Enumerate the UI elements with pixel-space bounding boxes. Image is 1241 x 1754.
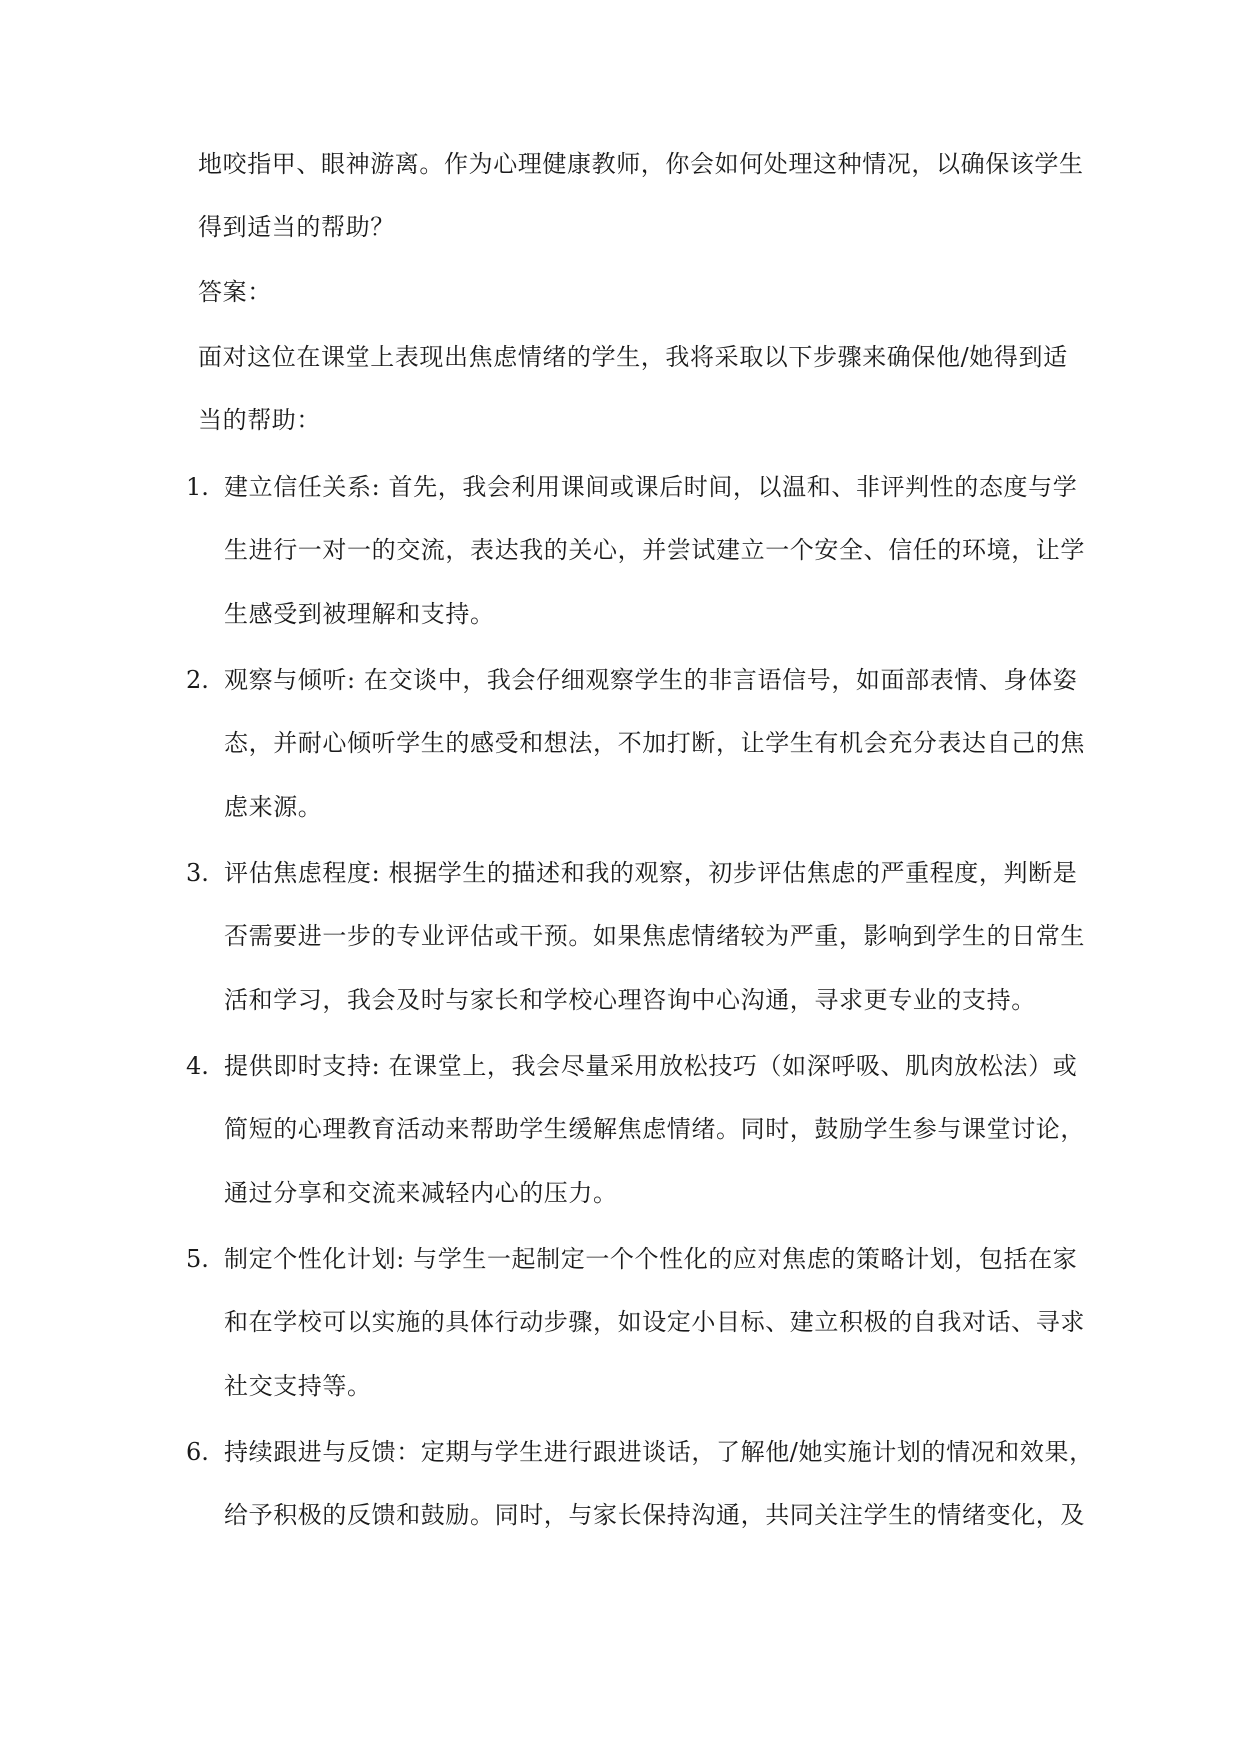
intro-line-2: 得到适当的帮助？ <box>198 213 395 241</box>
step-6-number: 6. <box>186 1438 209 1466</box>
answer-intro-line-2: 当的帮助： <box>198 406 321 434</box>
step-4-number: 4. <box>186 1052 209 1080</box>
step-4-line-1: 提供即时支持: 在课堂上，我会尽量采用放松技巧（如深呼吸、肌肉放松法）或 <box>224 1052 1078 1080</box>
step-1-line-3: 生感受到被理解和支持。 <box>224 600 495 628</box>
step-3-line-1: 评估焦虑程度: 根据学生的描述和我的观察，初步评估焦虑的严重程度，判断是 <box>224 859 1078 887</box>
step-5-line-1: 制定个性化计划: 与学生一起制定一个个性化的应对焦虑的策略计划，包括在家 <box>224 1245 1078 1273</box>
step-4-line-2: 简短的心理教育活动来帮助学生缓解焦虑情绪。同时，鼓励学生参与课堂讨论， <box>224 1115 1085 1143</box>
step-1-number: 1. <box>186 473 209 501</box>
step-6-line-2: 给予积极的反馈和鼓励。同时，与家长保持沟通，共同关注学生的情绪变化，及 <box>224 1501 1085 1529</box>
step-5-line-3: 社交支持等。 <box>224 1372 372 1400</box>
step-2-line-3: 虑来源。 <box>224 793 323 821</box>
step-5-number: 5. <box>186 1245 209 1273</box>
step-2-line-2: 态，并耐心倾听学生的感受和想法，不加打断，让学生有机会充分表达自己的焦 <box>224 729 1085 757</box>
step-3-number: 3. <box>186 859 209 887</box>
answer-intro-line-1: 面对这位在课堂上表现出焦虑情绪的学生，我将采取以下步骤来确保他/她得到适 <box>198 343 1068 371</box>
step-2-number: 2. <box>186 666 209 694</box>
step-1-line-2: 生进行一对一的交流，表达我的关心，并尝试建立一个安全、信任的环境，让学 <box>224 536 1085 564</box>
step-6-line-1: 持续跟进与反馈：定期与学生进行跟进谈话，了解他/她实施计划的情况和效果， <box>224 1438 1094 1466</box>
step-4-line-3: 通过分享和交流来减轻内心的压力。 <box>224 1179 618 1207</box>
intro-line-1: 地咬指甲、眼神游离。作为心理健康教师，你会如何处理这种情况，以确保该学生 <box>198 150 1084 178</box>
step-5-line-2: 和在学校可以实施的具体行动步骤，如设定小目标、建立积极的自我对话、寻求 <box>224 1308 1085 1336</box>
answer-label: 答案： <box>198 278 272 306</box>
step-2-line-1: 观察与倾听: 在交谈中，我会仔细观察学生的非言语信号，如面部表情、身体姿 <box>224 666 1078 694</box>
step-3-line-2: 否需要进一步的专业评估或干预。如果焦虑情绪较为严重，影响到学生的日常生 <box>224 922 1085 950</box>
step-1-line-1: 建立信任关系: 首先，我会利用课间或课后时间，以温和、非评判性的态度与学 <box>224 473 1078 501</box>
step-3-line-3: 活和学习，我会及时与家长和学校心理咨询中心沟通，寻求更专业的支持。 <box>224 986 1036 1014</box>
